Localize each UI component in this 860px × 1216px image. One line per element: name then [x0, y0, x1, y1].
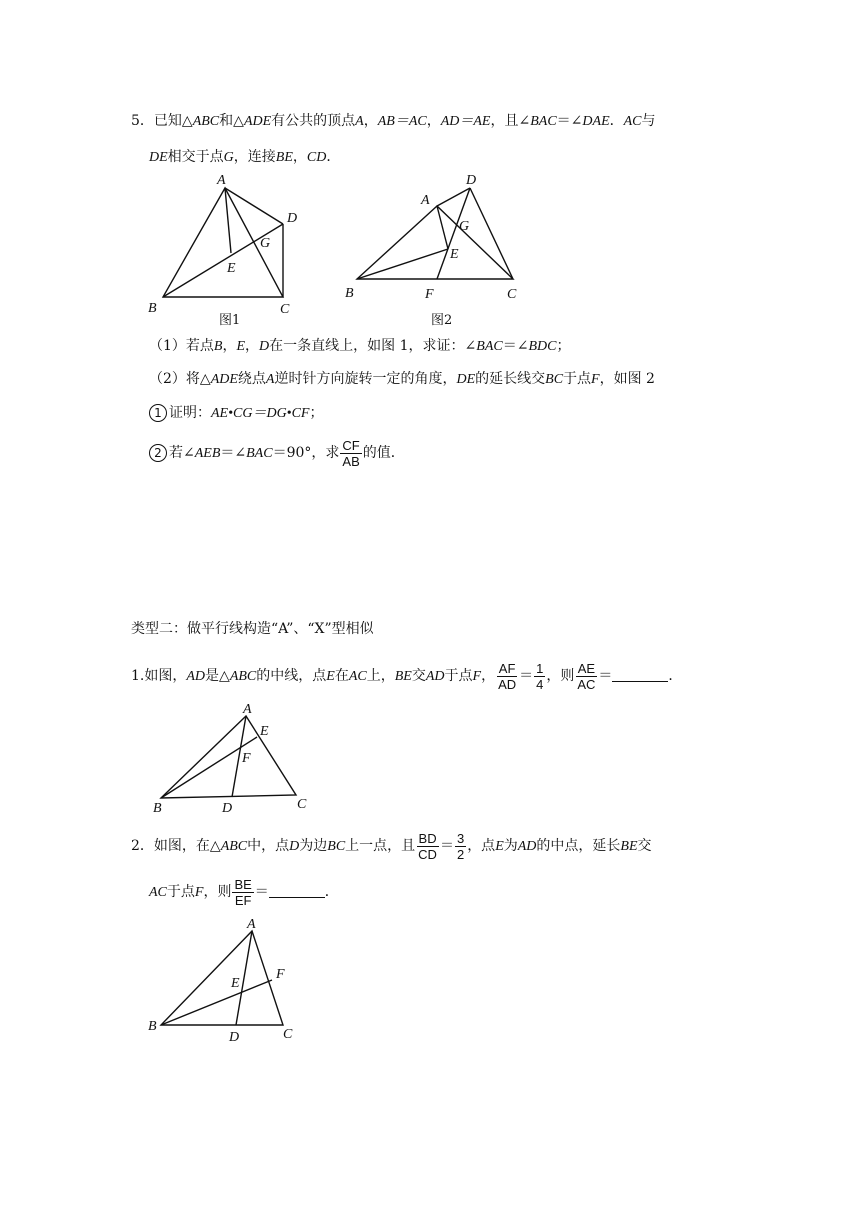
math-bdc: BDC	[528, 339, 557, 354]
question-number: 2．	[131, 838, 154, 854]
label-b: B	[345, 286, 354, 301]
text: ＝∠	[220, 445, 247, 461]
math-d: D	[259, 339, 270, 354]
math-e: E	[236, 339, 246, 354]
math-cd: CD	[306, 150, 327, 165]
label-a: A	[247, 917, 256, 932]
text: ＝∠	[502, 338, 529, 354]
label-c: C	[280, 302, 290, 317]
math-ac: AC	[149, 885, 167, 900]
label-d: D	[229, 1030, 240, 1045]
label-a: A	[217, 173, 226, 188]
math-a: A	[355, 114, 364, 129]
segment-bf	[161, 980, 272, 1025]
fraction-numerator: BD	[418, 830, 437, 846]
segment-ae	[225, 188, 231, 253]
fraction-numerator: 1	[536, 660, 544, 676]
math-ab-ac: AB＝AC	[377, 114, 427, 129]
text: ，则	[546, 668, 575, 684]
label-f: F	[276, 967, 285, 982]
math-ad: AD	[186, 669, 206, 684]
label-f: F	[425, 287, 434, 302]
segment-df	[437, 188, 470, 279]
math-f: F	[591, 372, 600, 387]
text: 和△	[219, 113, 244, 129]
label-c: C	[283, 1027, 293, 1042]
fraction-numerator: 3	[456, 830, 465, 846]
q5-number: 5．	[131, 113, 154, 129]
section-heading: 类型二：做平行线构造“A”、“X”型相似	[131, 621, 374, 637]
equals-sign: ＝	[439, 838, 454, 854]
text: ，且∠	[490, 113, 531, 129]
math-dae: DAE	[582, 114, 610, 129]
math-bc: BC	[327, 839, 346, 854]
text: （2）将△	[149, 371, 211, 387]
fraction-bd-cd	[416, 831, 439, 862]
caption-figure-2: 图2	[431, 313, 453, 328]
segment-bd	[163, 224, 283, 297]
text: 若∠	[169, 445, 195, 461]
math-aeb: AEB	[194, 446, 221, 461]
caption-figure-1: 图1	[219, 313, 241, 328]
math-e: E	[326, 669, 335, 684]
text: ，点	[467, 838, 496, 854]
text: 如图，	[144, 668, 187, 684]
t2-q2-line-1	[131, 826, 652, 867]
text: 的中线，点	[256, 668, 327, 684]
fraction-cf-ab	[340, 438, 361, 469]
text: 已知△	[153, 113, 193, 129]
q5-line-2	[149, 147, 340, 168]
math-bac: BAC	[530, 114, 557, 129]
text: 上一点，且	[345, 838, 416, 854]
segment-ad	[437, 188, 470, 206]
text: 相交于点	[167, 149, 224, 165]
label-e: E	[450, 247, 459, 262]
math-expression: AE•CG＝DG•CF	[211, 406, 310, 421]
math-ac: AC	[623, 114, 642, 129]
text: 有公共的顶点	[271, 113, 356, 129]
math-de: DE	[456, 372, 476, 387]
text: 绕点	[237, 371, 266, 387]
segment-ad	[236, 931, 252, 1025]
math-bac: BAC	[246, 446, 273, 461]
text: ．	[668, 668, 683, 684]
q5-line-1	[131, 111, 656, 132]
text: 逆时针方向旋转一定的角度，	[274, 371, 457, 387]
text: 于点	[563, 371, 592, 387]
answer-blank[interactable]	[269, 883, 325, 898]
math-be: BE	[620, 839, 638, 854]
triangle-abc	[163, 188, 283, 297]
math-a: A	[265, 372, 275, 387]
segment-be	[161, 737, 257, 798]
q5-part-1	[149, 336, 570, 357]
circled-number-1: 1	[149, 404, 167, 422]
circled-number-2: 2	[149, 444, 167, 462]
text: ，	[245, 338, 260, 354]
fraction-af-ad	[496, 661, 518, 692]
label-g: G	[459, 219, 470, 234]
text: 为边	[299, 838, 328, 854]
text: 为	[503, 838, 518, 854]
math-be: BE	[394, 669, 412, 684]
segment-be	[357, 249, 448, 279]
math-abc: ABC	[220, 839, 248, 854]
text: ；	[556, 338, 571, 354]
math-ade: ADE	[210, 372, 238, 387]
label-c: C	[507, 287, 517, 302]
text: ，	[363, 113, 378, 129]
text: 中，点	[247, 838, 290, 854]
text: 如图，在△	[153, 838, 221, 854]
math-bac: BAC	[476, 339, 503, 354]
answer-blank[interactable]	[612, 667, 668, 682]
equals-sign: ＝	[519, 668, 534, 684]
fraction-numerator: AE	[577, 660, 596, 676]
label-c: C	[297, 797, 307, 812]
fraction-numerator: CF	[342, 437, 360, 453]
fraction-three-halves	[455, 831, 466, 862]
text: ，	[481, 668, 496, 684]
text: ，连接	[233, 149, 276, 165]
label-d: D	[287, 211, 298, 226]
text: ．	[326, 149, 341, 165]
math-b: B	[213, 339, 223, 354]
text: ，	[292, 149, 307, 165]
segment-ad	[225, 188, 283, 224]
question-number: 1.	[131, 668, 145, 684]
fraction-one-quarter	[534, 661, 545, 692]
text: 的值．	[362, 445, 405, 461]
fraction-denominator: CD	[418, 846, 437, 862]
text: ，	[426, 113, 441, 129]
t2-q1-line	[131, 656, 682, 697]
t2-q2-line-2	[149, 872, 339, 913]
text: 证明：	[169, 405, 211, 421]
triangle-abc	[161, 931, 283, 1025]
fraction-denominator: EF	[234, 892, 252, 908]
q5-part-2	[149, 369, 655, 390]
fraction-denominator: AB	[342, 453, 360, 469]
q5-sub-2	[149, 434, 405, 473]
label-e: E	[231, 976, 240, 991]
label-b: B	[153, 801, 162, 816]
math-ad: AD	[517, 839, 537, 854]
label-e: E	[260, 724, 269, 739]
text: 在	[334, 668, 349, 684]
segment-dc	[470, 188, 513, 279]
text: ，则	[203, 884, 232, 900]
text: 交	[637, 838, 652, 854]
text: ＝90°，求	[272, 445, 340, 461]
text: 交	[411, 668, 426, 684]
math-ad: AD	[425, 669, 445, 684]
math-f: F	[194, 885, 204, 900]
text: 的延长线交	[475, 371, 546, 387]
math-ad-ae: AD＝AE	[440, 114, 491, 129]
fraction-be-ef	[232, 877, 253, 908]
fraction-numerator: BE	[234, 876, 252, 892]
label-d: D	[466, 173, 477, 188]
label-a: A	[243, 702, 252, 717]
math-ade: ADE	[243, 114, 272, 129]
math-bc: BC	[545, 372, 564, 387]
fraction-denominator: AD	[498, 676, 517, 692]
label-e: E	[227, 261, 236, 276]
label-d: D	[222, 801, 233, 816]
text: ，如图 2	[599, 371, 655, 387]
segment-ad	[232, 716, 246, 797]
math-ac: AC	[348, 669, 367, 684]
label-g: G	[260, 236, 271, 251]
math-be: BE	[275, 150, 293, 165]
text: 于点	[166, 884, 195, 900]
text: 在一条直线上，如图 1，求证：∠	[269, 338, 477, 354]
equals-sign: ＝	[598, 668, 613, 684]
text: ．	[324, 884, 339, 900]
math-f: F	[472, 669, 482, 684]
label-b: B	[148, 301, 157, 316]
fraction-denominator: 4	[536, 676, 544, 692]
fraction-denominator: AC	[577, 676, 596, 692]
fraction-denominator: 2	[456, 846, 465, 862]
text: ；	[309, 405, 324, 421]
math-abc: ABC	[229, 669, 257, 684]
text: 于点	[444, 668, 473, 684]
text: 上，	[366, 668, 395, 684]
math-de: DE	[149, 150, 168, 165]
text: 是△	[205, 668, 230, 684]
text: 的中点，延长	[536, 838, 621, 854]
text: ，	[222, 338, 237, 354]
math-abc: ABC	[192, 114, 220, 129]
label-b: B	[148, 1019, 157, 1034]
triangle-abc	[161, 716, 296, 798]
text: ．	[609, 113, 624, 129]
q5-sub-1	[149, 403, 323, 424]
equals-sign: ＝	[254, 884, 269, 900]
math-e: E	[495, 839, 504, 854]
triangle-abc	[357, 206, 513, 279]
segment-ae	[437, 206, 448, 249]
text: 与	[641, 113, 656, 129]
text: （1）若点	[149, 338, 214, 354]
fraction-ae-ac	[575, 661, 597, 692]
label-a: A	[421, 193, 430, 208]
math-g: G	[223, 150, 234, 165]
text: ＝∠	[556, 113, 583, 129]
label-f: F	[242, 751, 251, 766]
fraction-numerator: AF	[498, 660, 516, 676]
math-d: D	[289, 839, 300, 854]
